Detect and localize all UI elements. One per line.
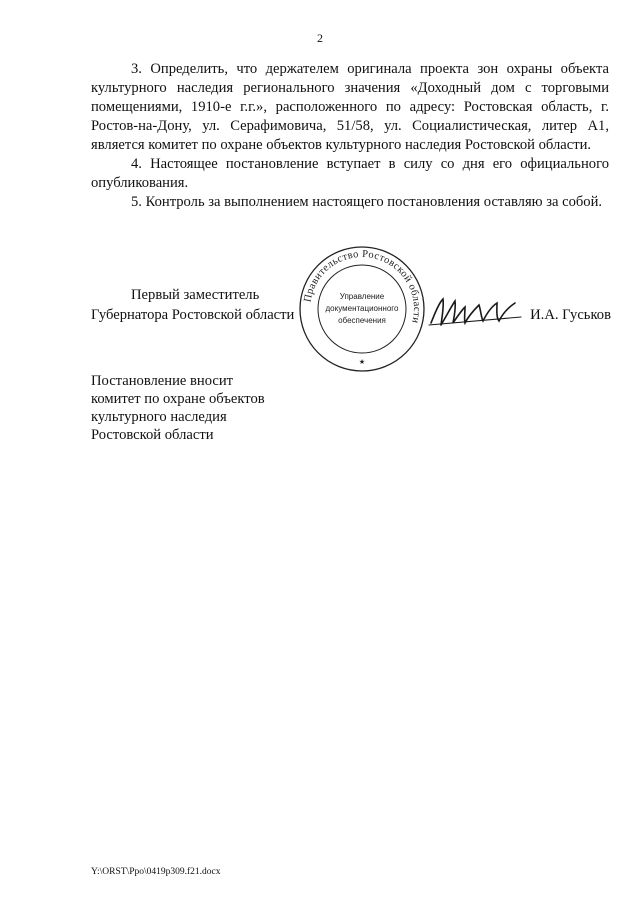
signer-title-line2: Губернатора Ростовской области	[91, 307, 295, 323]
submission-note-line: культурного наследия	[91, 409, 227, 425]
official-seal	[297, 244, 427, 374]
seal-inner-line2: документационного	[325, 304, 399, 313]
paragraph-4: 4. Настоящее постановление вступает в силу со дня его официального опубликования.	[91, 156, 609, 191]
document-body	[91, 60, 609, 212]
page-number: 2	[317, 31, 323, 45]
signer-title	[91, 285, 294, 325]
paragraph-3: 3. Определить, что держателем оригинала проекта зон охраны объекта культурного наследия регионального значения «Доходный дом с торговыми помещениями, 1910-е г.г.», расположенного по адресу: Ростовская область, г. Ростов-на-Дону, ул. Серафимовича, 51/58, ул. Социалистическая, литер А1, является комитет по охране объектов культурного наследия Ростовской области.	[91, 61, 609, 153]
submission-note-line: Ростовской области	[91, 427, 214, 443]
signer-name: И.А. Гуськов	[530, 307, 611, 323]
file-path: Y:\ORST\Ppo\0419p309.f21.docx	[91, 867, 221, 877]
paragraph-5: 5. Контроль за выполнением настоящего постановления оставляю за собой.	[131, 194, 603, 210]
seal-inner-line1: Управление	[339, 292, 385, 301]
seal-star-icon: ★	[358, 358, 366, 366]
signature-block	[91, 248, 611, 385]
submission-note-line: Постановление вносит	[91, 373, 234, 389]
seal-inner-line3: обеспечения	[338, 316, 386, 325]
seal-outer-text: Правительство Ростовской области	[302, 248, 423, 325]
svg-text:Правительство Ростовской облас	[302, 249, 422, 325]
submission-note-line: комитет по охране объектов	[91, 391, 265, 407]
submission-note	[91, 372, 265, 444]
signer-title-line1: Первый заместитель	[131, 287, 260, 303]
handwritten-signature	[427, 295, 523, 331]
